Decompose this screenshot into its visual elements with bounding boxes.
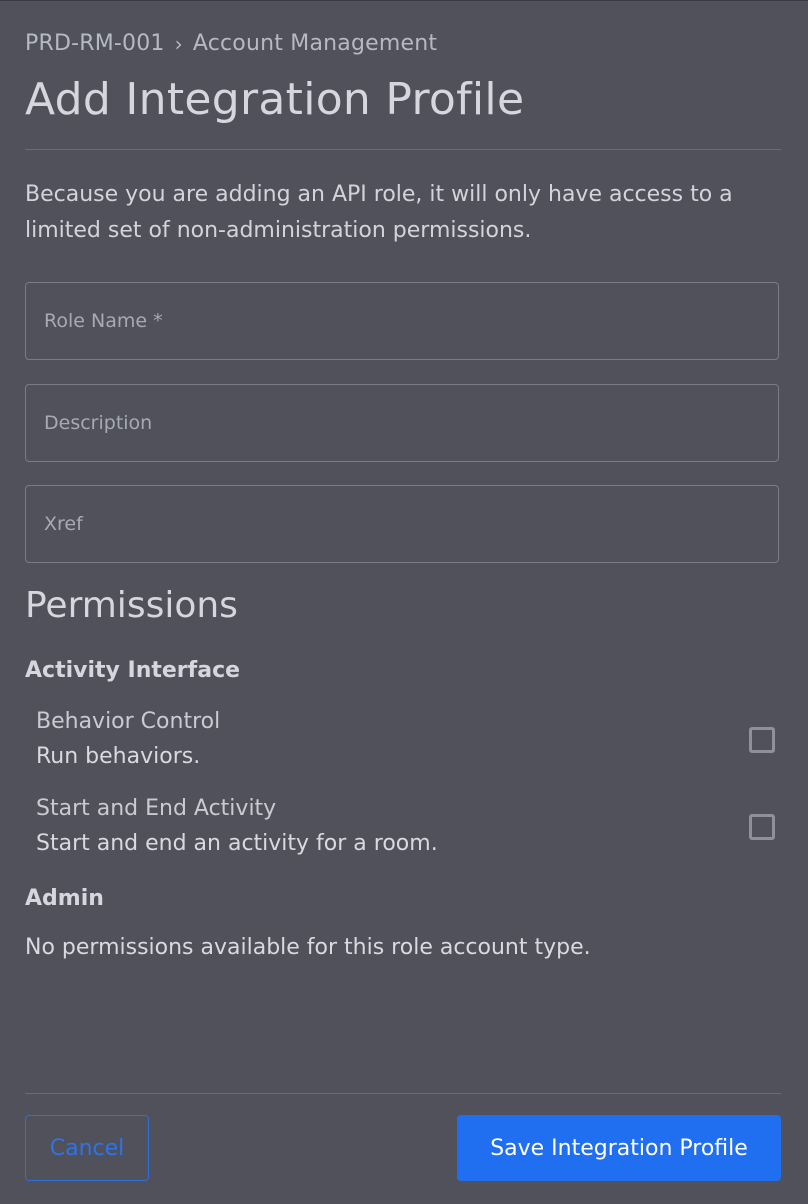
breadcrumb — [25, 31, 437, 56]
permission-name: Behavior Control — [36, 709, 221, 734]
breadcrumb-root[interactable]: PRD-RM-001 — [25, 31, 165, 56]
group-title-admin: Admin — [25, 886, 104, 911]
save-integration-profile-button[interactable]: Save Integration Profile — [457, 1115, 781, 1181]
group-title-activity-interface: Activity Interface — [25, 658, 241, 683]
cancel-button[interactable]: Cancel — [25, 1115, 149, 1181]
permission-item-start-end-activity — [36, 792, 776, 862]
title-divider — [25, 149, 781, 150]
page-title: Add Integration Profile — [25, 74, 525, 125]
permission-name: Start and End Activity — [36, 796, 277, 821]
breadcrumb-current: Account Management — [192, 31, 438, 56]
xref-field — [25, 485, 779, 563]
permission-description: Start and end an activity for a room. — [36, 831, 438, 856]
permissions-title: Permissions — [25, 585, 238, 626]
breadcrumb-separator-icon: › — [174, 31, 183, 56]
permission-item-behavior-control — [36, 705, 776, 775]
permission-description: Run behaviors. — [36, 744, 201, 769]
description-field — [25, 384, 779, 462]
top-border — [0, 0, 808, 1]
xref-input[interactable] — [26, 486, 778, 562]
intro-text: Because you are adding an API role, it will only have access to a limited set of non-administration permissions. — [25, 182, 733, 243]
footer-divider — [25, 1093, 781, 1094]
admin-empty-text: No permissions available for this role account type. — [25, 935, 591, 960]
description-input[interactable] — [26, 385, 778, 461]
start-end-activity-checkbox[interactable] — [749, 814, 775, 840]
role-name-input[interactable] — [26, 283, 778, 359]
role-name-field — [25, 282, 779, 360]
behavior-control-checkbox[interactable] — [749, 727, 775, 753]
